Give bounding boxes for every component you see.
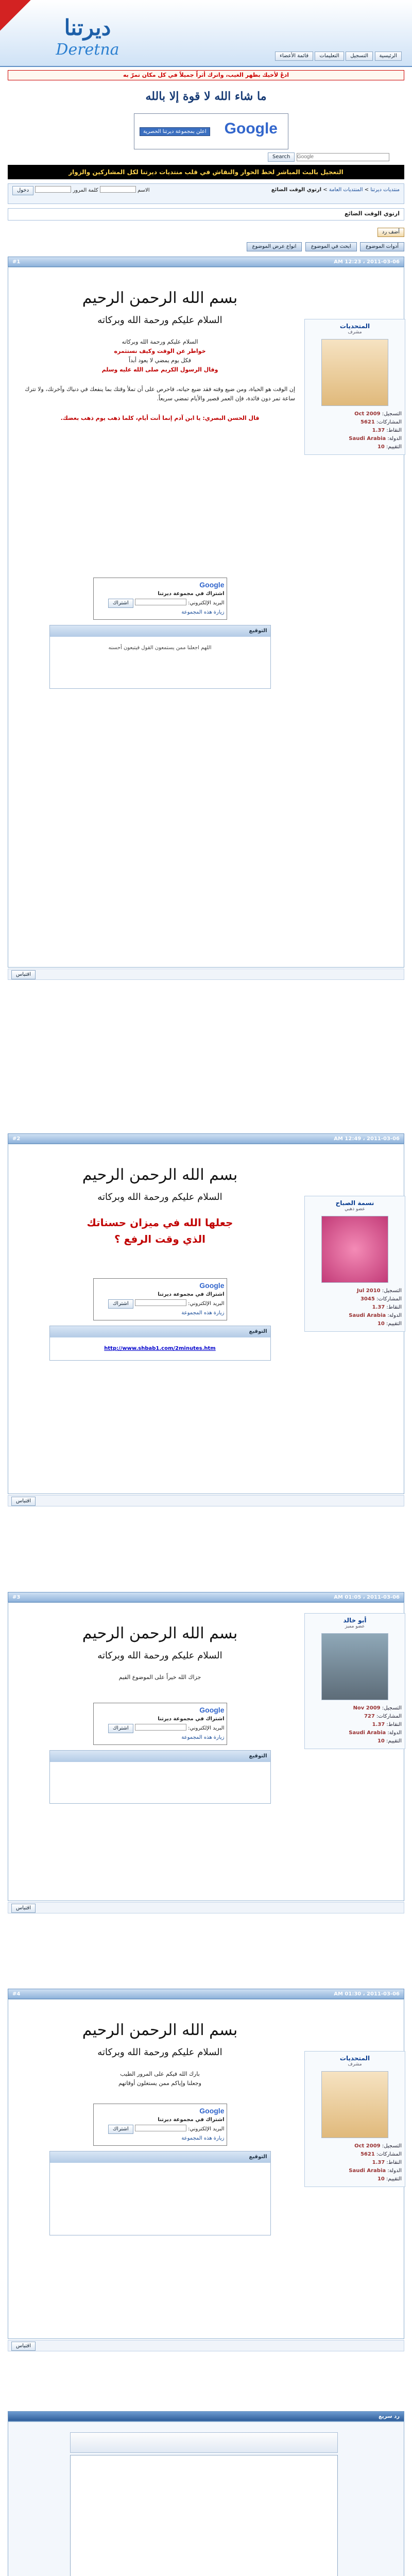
post-body [20, 2020, 300, 2241]
post [8, 267, 404, 968]
post-date: 2011-03-06 ، 01:05 AM [334, 1595, 400, 1600]
username-field[interactable] [100, 186, 136, 193]
post-body [20, 1165, 300, 1366]
post-line: جعلها الله في ميزان حسناتك [87, 1216, 233, 1229]
group-email-input[interactable] [135, 599, 186, 605]
post-footer [8, 969, 404, 980]
quick-reply [8, 2421, 404, 2576]
nav-item[interactable]: الرئيسية [375, 52, 402, 61]
greeting: السلام عليكم ورحمة الله وبركاته [97, 315, 222, 326]
google-groups-box: Google اشتراك في مجموعة ديرتنا البريد الإلكتروني: اشتراك زيارة هذه المجموعة [93, 1703, 227, 1745]
signature: التوقيع http://www.shbab1.com/2minutes.htm [49, 1326, 271, 1361]
post-date: 2011-03-06 ، 12:23 AM [334, 259, 400, 265]
user-stats: التسجيل: Oct 2009 المشاركات: 5621 النقاط: 1.37 الدولة: Saudi Arabia التقييم: 10 [349, 2143, 402, 2182]
thread-title: ارتوي الوقت الضائع [344, 210, 400, 217]
quote-button[interactable]: اقتباس [11, 2342, 36, 2351]
basmala: بسم الله الرحمن الرحيم [82, 289, 238, 307]
post-line: بارك الله فيكم على المرور الطيب [120, 2071, 200, 2077]
google-logo: Google [224, 120, 278, 137]
logo-latin: Deretna [56, 41, 119, 59]
nav-item[interactable]: التسجيل [346, 52, 373, 61]
avatar [321, 1633, 388, 1700]
google-groups-box: Google اشتراك في مجموعة ديرتنا البريد الإلكتروني: اشتراك زيارة هذه المجموعة [93, 1278, 227, 1320]
avatar [321, 339, 388, 406]
post-number[interactable]: #2 [12, 1136, 21, 1142]
search-button[interactable]: Search [268, 152, 295, 162]
google-ad-button[interactable]: اعلن بمجموعة ديرتنا الحصرية [140, 127, 210, 136]
subscribe-button[interactable]: اشتراك [108, 1299, 133, 1309]
thread-title-bar [8, 208, 404, 221]
banner-text: ادعُ لأخيك بظهر الغيب، واترك أثراً جميلاً في كل مكان تمرّ به [123, 72, 289, 78]
thread-tools [8, 242, 404, 252]
greeting: السلام عليكم ورحمة الله وبركاته [97, 1650, 222, 1661]
basmala: بسم الله الرحمن الرحيم [82, 1166, 238, 1184]
post-number[interactable]: #1 [12, 259, 21, 265]
post [8, 1602, 404, 1901]
post-date: 2011-03-06 ، 12:49 AM [334, 1136, 400, 1142]
breadcrumb-forum[interactable]: منتديات ديرتنا [370, 187, 400, 193]
basmala: بسم الله الرحمن الرحيم [82, 1624, 238, 1642]
post-line: جزاك الله خيراً على الموضوع القيم [118, 1674, 201, 1681]
basmala: بسم الله الرحمن الرحيم [82, 2021, 238, 2039]
user-title: مشرف [348, 2062, 362, 2067]
post-number[interactable]: #4 [12, 1991, 21, 1997]
username[interactable]: أبو خالد [343, 1617, 367, 1624]
post-header [8, 1989, 404, 1999]
greeting: السلام عليكم ورحمة الله وبركاته [97, 1192, 222, 1202]
post [8, 1144, 404, 1494]
post-line: وجعلنا وإياكم ممن يستغلون أوقاتهم [118, 2080, 201, 2087]
login-button[interactable]: دخول [12, 186, 33, 195]
quick-reply-header [8, 2411, 404, 2421]
user-stats: التسجيل: Oct 2009 المشاركات: 5621 النقاط: 1.37 الدولة: Saudi Arabia التقييم: 10 [349, 411, 402, 450]
user-stats: التسجيل: Nov 2009 المشاركات: 727 النقاط: 1.37 الدولة: Saudi Arabia التقييم: 10 [349, 1705, 402, 1744]
breadcrumb-section[interactable]: المنتديات العامة [329, 187, 363, 193]
google-groups-box: Google اشتراك في مجموعة ديرتنا البريد الإلكتروني: اشتراك زيارة هذه المجموعة [93, 578, 227, 620]
site-logo[interactable] [10, 14, 165, 61]
subscribe-button[interactable]: اشتراك [108, 1724, 133, 1733]
breadcrumb: منتديات ديرتنا > المنتديات العامة > ارتوي الوقت الضائع الاسم كلمة المرور دخول [8, 183, 404, 204]
quote-button[interactable]: اقتباس [11, 1904, 36, 1913]
post-header [8, 1592, 404, 1602]
post-line: الذي وقت الرفع ؟ [114, 1233, 205, 1245]
user-title: عضو ذهبي [345, 1207, 365, 1212]
reply-row [8, 227, 404, 238]
username[interactable]: المتحديات [339, 2055, 370, 2062]
group-email-input[interactable] [135, 2125, 186, 2131]
post-date: 2011-03-06 ، 01:30 AM [334, 1991, 400, 1997]
user-info [304, 319, 405, 455]
post [8, 1999, 404, 2339]
sig-link[interactable]: http://www.shbab1.com/2minutes.htm [104, 1346, 216, 1351]
post-line: السلام عليكم ورحمة الله وبركاته [122, 338, 198, 345]
post-paragraph: إن الوقت هو الحياة، ومن ضيع وقته فقد ضيع حياته، فاحرص على أن تملأ وقتك بما ينفعك في دنياك وآخرتك، ولا تترك ساعة تمر دون فائدة، فإن العمر قصير والأيام تمضي سريعاً. [25, 386, 295, 402]
post-header [8, 1133, 404, 1144]
post-paragraph-red: قال الحسن البصري: يا ابن آدم إنما أنت أيام، كلما ذهب يوم ذهب بعضك. [60, 415, 260, 421]
subscribe-button[interactable]: اشتراك [108, 599, 133, 608]
reply-button[interactable]: أضف رد [377, 228, 404, 237]
user-title: عضو مميز [345, 1624, 365, 1629]
avatar [321, 1216, 388, 1283]
thread-tools-tab[interactable]: أدوات الموضوع [360, 242, 404, 251]
user-info [304, 2051, 405, 2187]
search-input[interactable] [297, 153, 389, 161]
post-line: خواطر عن الوقت وكيف نستثمره [114, 348, 206, 354]
group-email-input[interactable] [135, 1724, 186, 1731]
post-number[interactable]: #3 [12, 1595, 21, 1600]
username[interactable]: نسمة الصباح [335, 1199, 374, 1207]
username[interactable]: المتحديات [339, 323, 370, 330]
user-info [304, 1196, 405, 1332]
logo-arabic: ديرتنا [64, 15, 111, 40]
quote-button[interactable]: اقتباس [11, 970, 36, 979]
post-line: وقال الرسول الكريم صلى الله عليه وسلم [101, 366, 218, 373]
thread-search-tab[interactable]: ابحث في الموضوع [305, 242, 357, 251]
marquee-text: التعجيل بالبث المباشر لخط الحوار والنقاش في قلب منتديات ديرتنا لكل المشاركين والزوار [68, 168, 344, 176]
quote-button[interactable]: اقتباس [11, 1497, 36, 1506]
google-ad[interactable] [134, 113, 288, 149]
password-field[interactable] [35, 186, 71, 193]
user-stats: التسجيل: Jul 2010 المشاركات: 3045 النقاط: 1.37 الدولة: Saudi Arabia التقييم: 10 [349, 1288, 402, 1327]
quick-reply-textarea[interactable] [70, 2455, 338, 2576]
post-header [8, 257, 404, 267]
google-groups-box: Google اشتراك في مجموعة ديرتنا البريد الإلكتروني: اشتراك زيارة هذه المجموعة [93, 2104, 227, 2146]
quick-reply-title: رد سريع [378, 2414, 400, 2419]
group-email-input[interactable] [135, 1299, 186, 1306]
editor-toolbar [70, 2432, 338, 2453]
breadcrumb-thread: ارتوي الوقت الضائع [271, 187, 322, 193]
post-line: فكل يوم يمضي لا يعود أبداً [129, 357, 191, 364]
avatar [321, 2071, 388, 2138]
nav-item[interactable]: التعليمات [315, 52, 344, 61]
post-body [20, 1623, 300, 1809]
post-footer [8, 2340, 404, 2351]
thread-display-tab[interactable]: انواع عرض الموضوع [247, 242, 302, 251]
signature: التوقيع [49, 2151, 271, 2235]
site-header [0, 0, 412, 67]
signature: التوقيع اللهم اجعلنا ممن يستمعون القول فيتبعون أحسنه [49, 625, 271, 689]
google-search [268, 152, 404, 162]
marquee-bar [8, 165, 404, 179]
post-footer [8, 1902, 404, 1913]
post-body [20, 288, 300, 694]
masha-allah-banner: ما شاء الله لا قوة إلا بالله [145, 90, 267, 103]
top-nav [175, 52, 402, 61]
post-footer [8, 1495, 404, 1506]
nav-item[interactable]: قائمة الأعضاء [275, 52, 313, 61]
top-banner [8, 70, 404, 80]
subscribe-button[interactable]: اشتراك [108, 2125, 133, 2134]
greeting: السلام عليكم ورحمة الله وبركاته [97, 2047, 222, 2058]
user-title: مشرف [348, 330, 362, 335]
user-info [304, 1613, 405, 1749]
signature: التوقيع [49, 1750, 271, 1804]
